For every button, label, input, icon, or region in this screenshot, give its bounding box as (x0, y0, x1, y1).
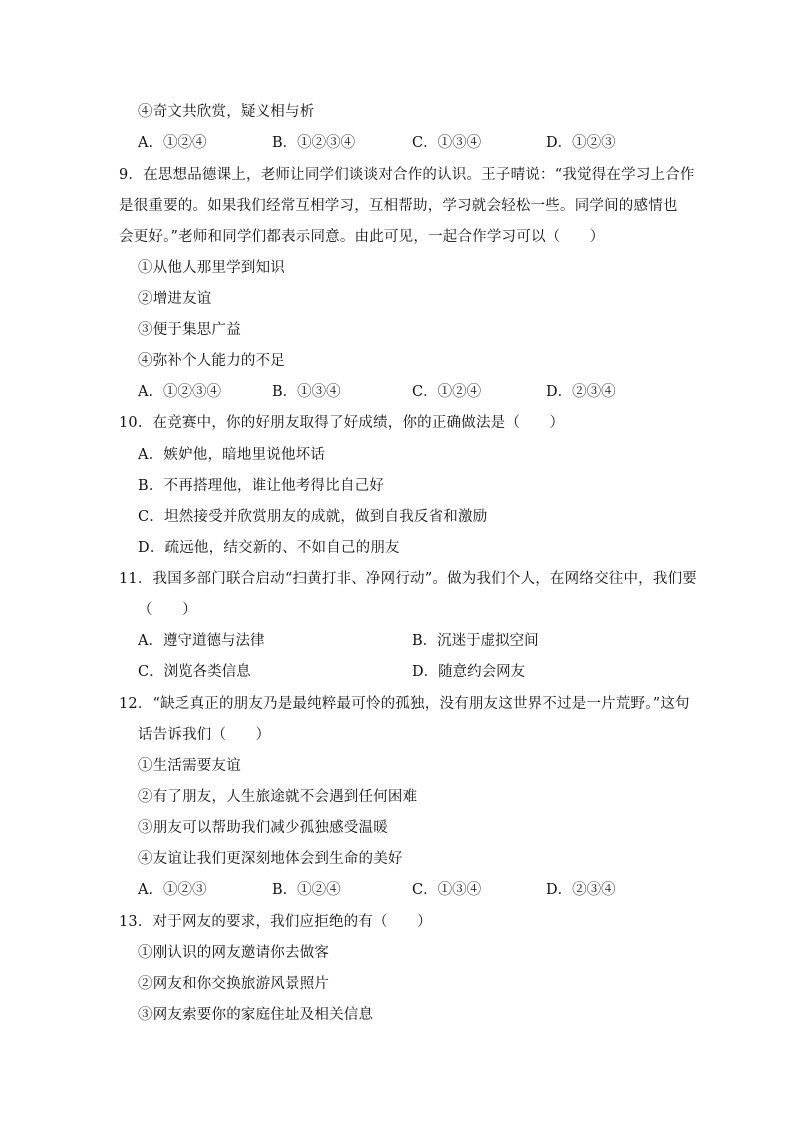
q13-item-1: ①刚认识的网友邀请你去做客 (138, 945, 330, 961)
q9-item-2: ②增进友谊 (138, 291, 212, 307)
q10-option-a: A．嫉妒他，暗地里说他坏话 (138, 447, 326, 463)
q8-option-d: D．①②③ (546, 135, 616, 151)
q12-item-3: ③朋友可以帮助我们减少孤独感受温暖 (138, 820, 388, 836)
q9-item-3: ③便于集思广益 (138, 322, 241, 338)
q13-item-2: ②网友和你交换旅游风景照片 (138, 976, 330, 992)
q11-option-c: C．浏览各类信息 (138, 664, 251, 680)
q12-item-4: ④友谊让我们更深刻地体会到生命的美好 (138, 851, 403, 867)
q11-stem-line-2: （ ） (138, 602, 197, 618)
q12-option-d: D．②③④ (546, 882, 616, 898)
q9-stem-line-2: 是很重要的。如果我们经常互相学习，互相帮助，学习就会轻松一些。同学间的感情也 (119, 198, 678, 214)
q10-stem: 10．在竞赛中，你的好朋友取得了好成绩，你的正确做法是（ ） (119, 415, 565, 431)
q13-item-3: ③网友索要你的家庭住址及相关信息 (138, 1007, 374, 1023)
q11-stem-line-1: 11．我国多部门联合启动“扫黄打非、净网行动”。做为我们个人，在网络交往中，我们要 (119, 571, 697, 587)
q11-option-d: D．随意约会网友 (412, 664, 526, 680)
q9-option-b: B．①③④ (272, 384, 341, 400)
q8-option-c: C．①③④ (412, 135, 482, 151)
q12-item-2: ②有了朋友，人生旅途就不会遇到任何困难 (138, 789, 418, 805)
q11-option-a: A．遵守道德与法律 (138, 633, 265, 649)
q8-item-4: ④奇文共欣赏，疑义相与析 (138, 104, 315, 120)
q9-option-a: A．①②③④ (138, 384, 221, 400)
q9-stem-line-1: 9．在思想品德课上，老师让同学们谈谈对合作的认识。王子晴说：“我觉得在学习上合作 (119, 167, 695, 183)
q9-option-d: D．②③④ (546, 384, 616, 400)
q11-option-b: B．沉迷于虚拟空间 (412, 633, 539, 649)
q10-option-d: D．疏远他，结交新的、不如自己的朋友 (138, 540, 400, 556)
q12-stem-line-1: 12．“缺乏真正的朋友乃是最纯粹最可怜的孤独，没有朋友这世界不过是一片荒野。”这句 (119, 696, 690, 712)
q12-stem-line-2: 话告诉我们（ ） (138, 727, 271, 743)
q10-option-c: C．坦然接受并欣赏朋友的成就，做到自我反省和激励 (138, 509, 488, 525)
q8-option-a: A．①②④ (138, 135, 207, 151)
q9-item-4: ④弥补个人能力的不足 (138, 353, 285, 369)
q12-option-b: B．①②④ (272, 882, 341, 898)
q8-option-b: B．①②③④ (272, 135, 356, 151)
q12-option-c: C．①③④ (412, 882, 482, 898)
q9-option-c: C．①②④ (412, 384, 482, 400)
q12-item-1: ①生活需要友谊 (138, 758, 241, 774)
q9-stem-line-3: 会更好。”老师和同学们都表示同意。由此可见，一起合作学习可以（ ） (119, 229, 605, 245)
q9-item-1: ①从他人那里学到知识 (138, 260, 285, 276)
q13-stem: 13．对于网友的要求，我们应拒绝的有（ ） (119, 914, 432, 930)
q12-option-a: A．①②③ (138, 882, 207, 898)
q10-option-b: B．不再搭理他，谁让他考得比自己好 (138, 478, 385, 494)
